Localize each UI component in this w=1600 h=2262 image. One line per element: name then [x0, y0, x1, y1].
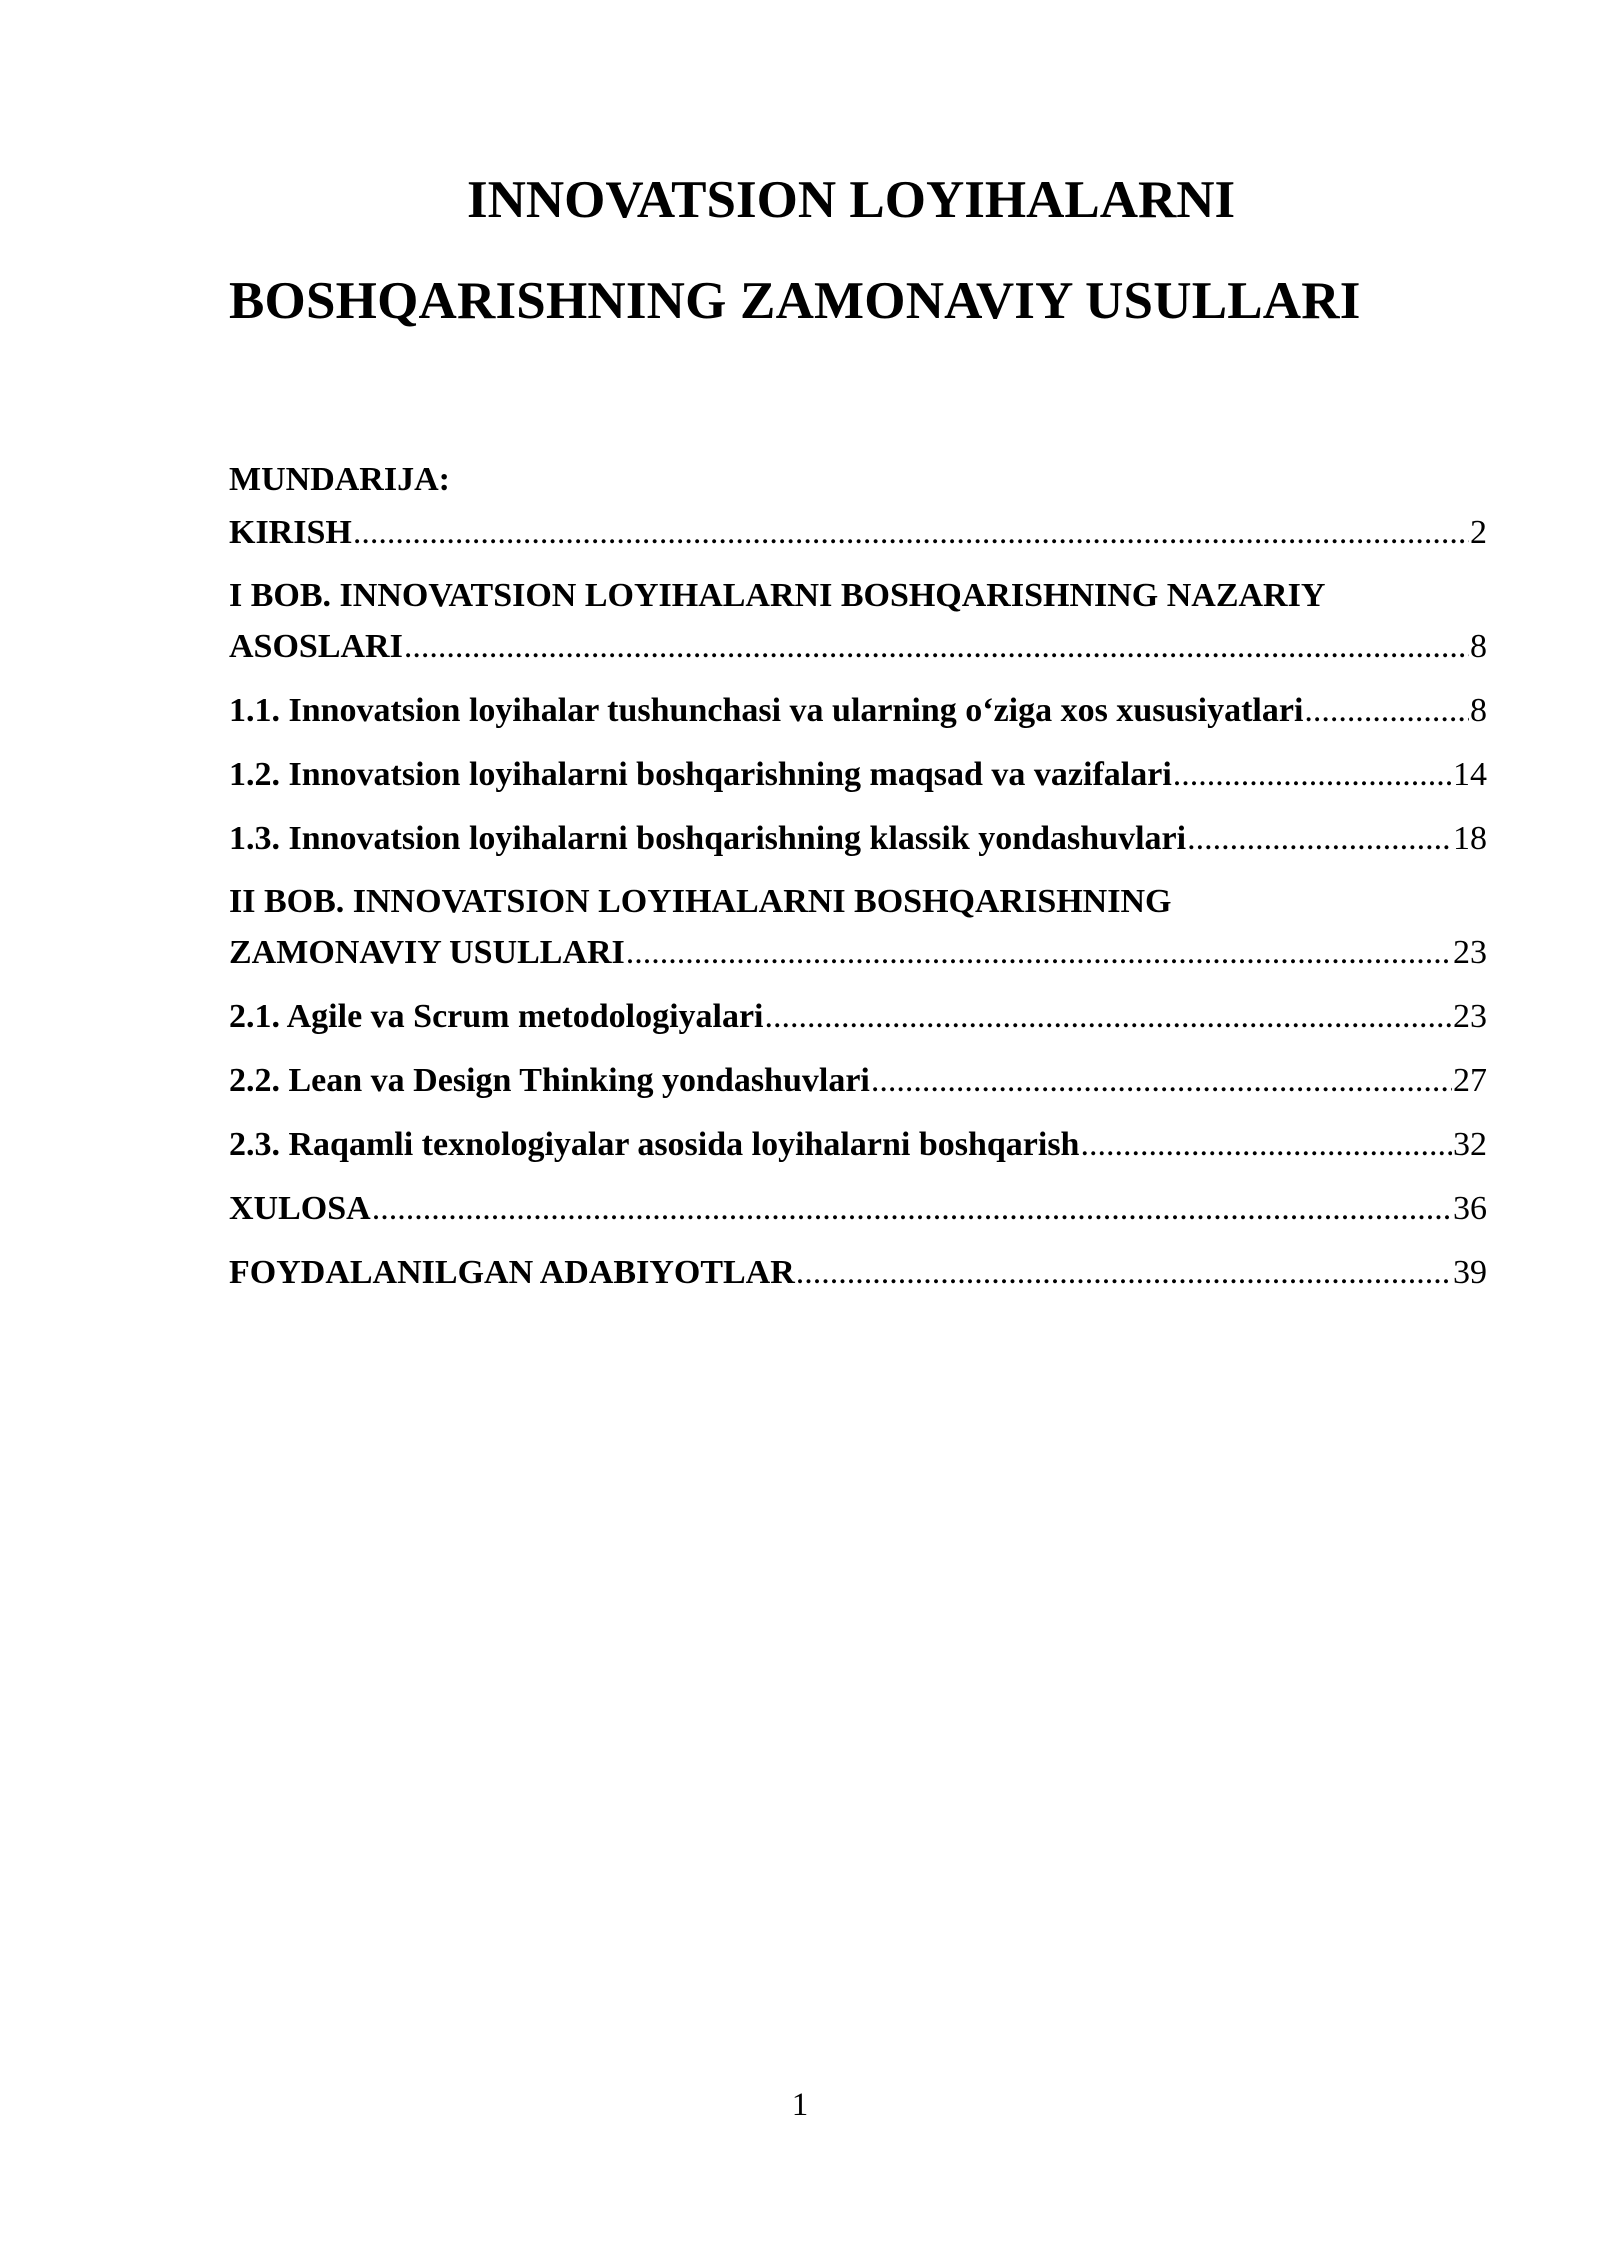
toc-entry-label: 1.2. Innovatsion loyihalarni boshqarishning maqsad va vazifalari — [229, 756, 1172, 793]
toc-entry-section-1-3[interactable] — [229, 813, 1487, 865]
toc-entry-chapter-1[interactable] — [229, 571, 1487, 673]
document-title — [229, 150, 1484, 352]
toc-entry-page: 2 — [1470, 514, 1487, 551]
toc-entry-page: 36 — [1453, 1190, 1487, 1227]
toc-entry-page: 18 — [1453, 820, 1487, 857]
toc-entry-page: 23 — [1453, 934, 1487, 971]
toc-entry-chapter-2[interactable] — [229, 877, 1487, 979]
toc-entry-label: XULOSA — [229, 1190, 371, 1227]
dot-leader — [871, 1055, 1452, 1107]
dot-leader — [1187, 813, 1452, 865]
toc-entry-label: 1.3. Innovatsion loyihalarni boshqarishning klassik yondashuvlari — [229, 820, 1187, 857]
toc-entry-label: 2.3. Raqamli texnologiyalar asosida loyihalarni boshqarish — [229, 1126, 1080, 1163]
dot-leader — [1173, 749, 1452, 801]
title-line-2: BOSHQARISHNING ZAMONAVIY USULLARI — [229, 272, 1361, 330]
toc-entry-bibliography[interactable] — [229, 1247, 1487, 1299]
toc-entry-section-2-1[interactable] — [229, 991, 1487, 1043]
toc-entry-xulosa[interactable] — [229, 1183, 1487, 1235]
toc-entry-label: ASOSLARI — [229, 628, 403, 665]
title-line-1: INNOVATSION LOYIHALARNI — [467, 171, 1236, 229]
toc-entry-label: 1.1. Innovatsion loyihalar tushunchasi va ularning o‘ziga xos xususiyatlari — [229, 692, 1304, 729]
toc-entry-section-2-3[interactable] — [229, 1119, 1487, 1171]
toc-entry-label: 2.1. Agile va Scrum metodologiyalari — [229, 998, 764, 1035]
dot-leader — [372, 1183, 1452, 1235]
table-of-contents — [229, 507, 1487, 1299]
toc-entry-label: FOYDALANILGAN ADABIYOTLAR — [229, 1254, 795, 1291]
dot-leader — [1304, 685, 1469, 737]
toc-entry-page: 32 — [1453, 1126, 1487, 1163]
toc-heading: MUNDARIJA: — [229, 461, 450, 498]
toc-entry-label: ZAMONAVIY USULLARI — [229, 934, 625, 971]
toc-entry-kirish[interactable] — [229, 507, 1487, 559]
toc-entry-page: 8 — [1470, 628, 1487, 665]
dot-leader — [1080, 1119, 1452, 1171]
toc-entry-section-1-1[interactable] — [229, 685, 1487, 737]
toc-entry-page: 14 — [1453, 756, 1487, 793]
toc-entry-page: 23 — [1453, 998, 1487, 1035]
toc-entry-section-1-2[interactable] — [229, 749, 1487, 801]
toc-entry-label-line1: I BOB. INNOVATSION LOYIHALARNI BOSHQARISHNING NAZARIY — [229, 577, 1326, 614]
dot-leader — [404, 621, 1469, 673]
dot-leader — [626, 927, 1452, 979]
dot-leader — [796, 1247, 1452, 1299]
toc-entry-page: 8 — [1470, 692, 1487, 729]
toc-entry-page: 39 — [1453, 1254, 1487, 1291]
dot-leader — [765, 991, 1452, 1043]
toc-entry-label: KIRISH — [229, 514, 352, 551]
toc-entry-page: 27 — [1453, 1062, 1487, 1099]
toc-entry-label: 2.2. Lean va Design Thinking yondashuvlari — [229, 1062, 870, 1099]
toc-entry-label-line1: II BOB. INNOVATSION LOYIHALARNI BOSHQARISHNING — [229, 883, 1172, 920]
toc-entry-section-2-2[interactable] — [229, 1055, 1487, 1107]
page-number: 1 — [791, 2087, 809, 2123]
dot-leader — [353, 507, 1469, 559]
